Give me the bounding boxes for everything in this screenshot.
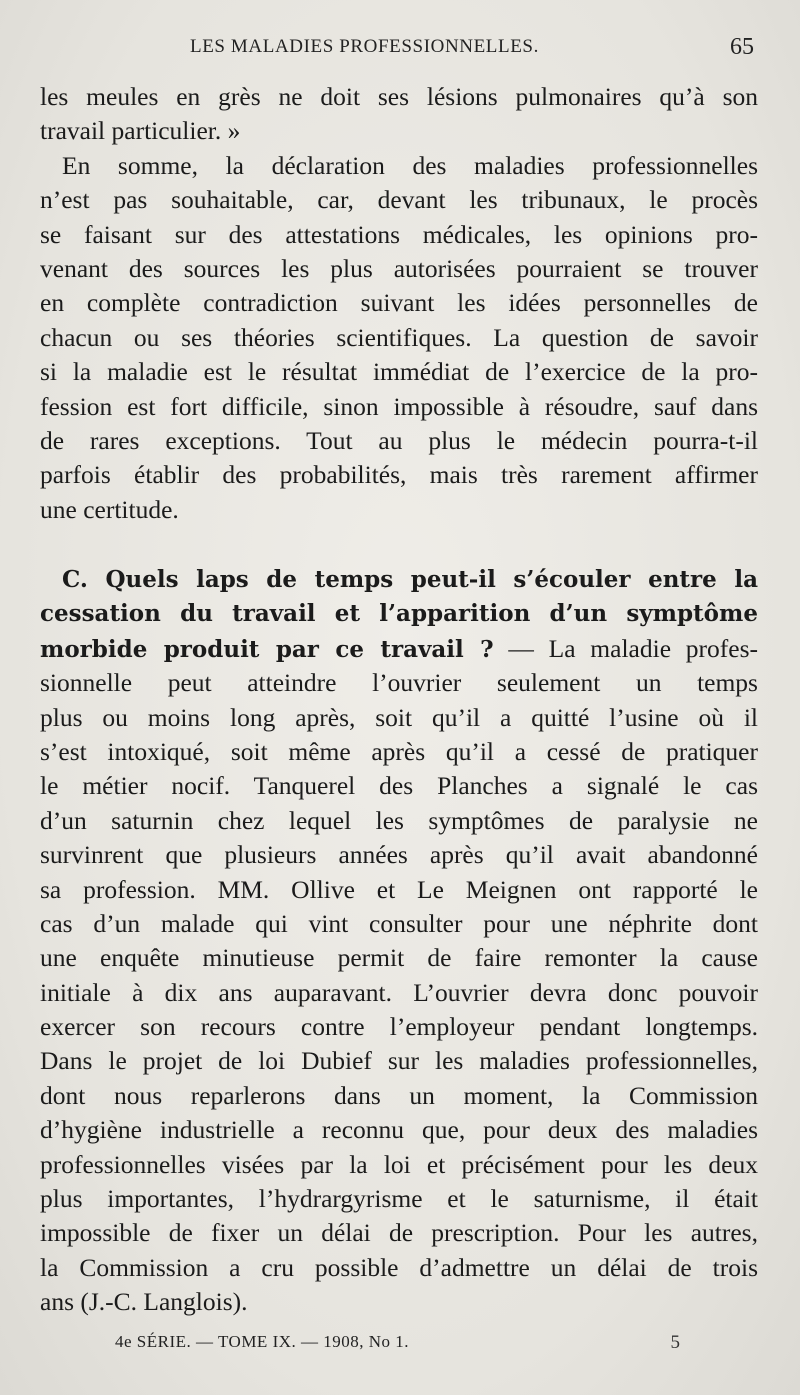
running-title: LES MALADIES PROFESSIONNELLES. <box>190 36 539 57</box>
text-line: une enquête minutieuse permit de faire remonter la cause <box>40 943 758 973</box>
text-line: cas d’un malade qui vint consulter pour une néphrite dont <box>40 908 758 938</box>
text-line: de rares exceptions. Tout au plus le médecin pourra-t-il <box>40 425 758 455</box>
text-line: travail particulier. » <box>40 116 241 146</box>
text-line: survinrent que plusieurs années après qu’il avait abandonné <box>40 840 758 870</box>
text-line: exercer son recours contre l’employeur pendant longtemps. <box>40 1012 758 1042</box>
text-line: plus importantes, l’hydrargyrisme et le saturnisme, il était <box>40 1184 758 1214</box>
text-line: chacun ou ses théories scientifiques. La question de savoir <box>40 322 758 352</box>
section-heading-mixed-line <box>40 632 758 666</box>
series-footer: 4e SÉRIE. — TOME IX. — 1908, No 1. <box>115 1332 410 1351</box>
section-heading-line: morbide produit par ce travail ? <box>40 635 494 663</box>
text-line: sa profession. MM. Ollive et Le Meignen ont rapporté le <box>40 874 758 904</box>
text-line: En somme, la déclaration des maladies professionnelles <box>62 150 758 180</box>
text-line: une certitude. <box>40 494 179 524</box>
text-line: venant des sources les plus autorisées pourraient se trouver <box>40 253 758 283</box>
section-c <box>40 563 758 1320</box>
text-line: impossible de fixer un délai de prescription. Pour les autres, <box>40 1218 758 1248</box>
text-line: initiale à dix ans auparavant. L’ouvrier devra donc pouvoir <box>40 977 758 1007</box>
text-line: le métier nocif. Tanquerel des Planches a signalé le cas <box>40 771 758 801</box>
text-line: — La maladie profes- <box>493 633 758 663</box>
text-line: si la maladie est le résultat immédiat de l’exercice de la pro- <box>40 357 758 387</box>
signature-mark: 5 <box>670 1332 680 1353</box>
text-line: plus ou moins long après, soit qu’il a quitté l’usine où il <box>40 702 758 732</box>
text-line: d’hygiène industrielle a reconnu que, pour deux des maladies <box>40 1115 758 1145</box>
text-line: se faisant sur des attestations médicales, les opinions pro- <box>40 219 758 249</box>
text-line: s’est intoxiqué, soit même après qu’il a cessé de pratiquer <box>40 736 758 766</box>
section-heading-line: cessation du travail et l’apparition d’un symptôme <box>40 600 758 628</box>
text-line: les meules en grès ne doit ses lésions pulmonaires qu’à son <box>40 82 758 111</box>
text-line: fession est fort difficile, sinon impossible à résoudre, sauf dans <box>40 391 758 421</box>
text-line: sionnelle peut atteindre l’ouvrier seulement un temps <box>40 668 758 698</box>
text-line: n’est pas souhaitable, car, devant les tribunaux, le procès <box>40 185 758 215</box>
text-line: Dans le projet de loi Dubief sur les maladies professionnelles, <box>40 1046 758 1076</box>
text-line: ans (J.-C. Langlois). <box>40 1287 248 1317</box>
paragraph-en-somme <box>40 149 758 527</box>
section-heading-line: C. Quels laps de temps peut-il s’écouler entre la <box>62 566 758 593</box>
text-line: dont nous reparlerons dans un moment, la Commission <box>40 1080 758 1110</box>
text-line: professionnelles visées par la loi et précisément pour les deux <box>40 1149 758 1179</box>
page-number: 65 <box>730 34 754 60</box>
text-line: en complète contradiction suivant les idées personnelles de <box>40 288 758 318</box>
text-line: parfois établir des probabilités, mais très rarement affirmer <box>40 460 758 490</box>
text-line: la Commission a cru possible d’admettre un délai de trois <box>40 1252 758 1282</box>
text-line: d’un saturnin chez lequel les symptômes de paralysie ne <box>40 805 758 835</box>
paragraph-continuation <box>40 80 758 149</box>
